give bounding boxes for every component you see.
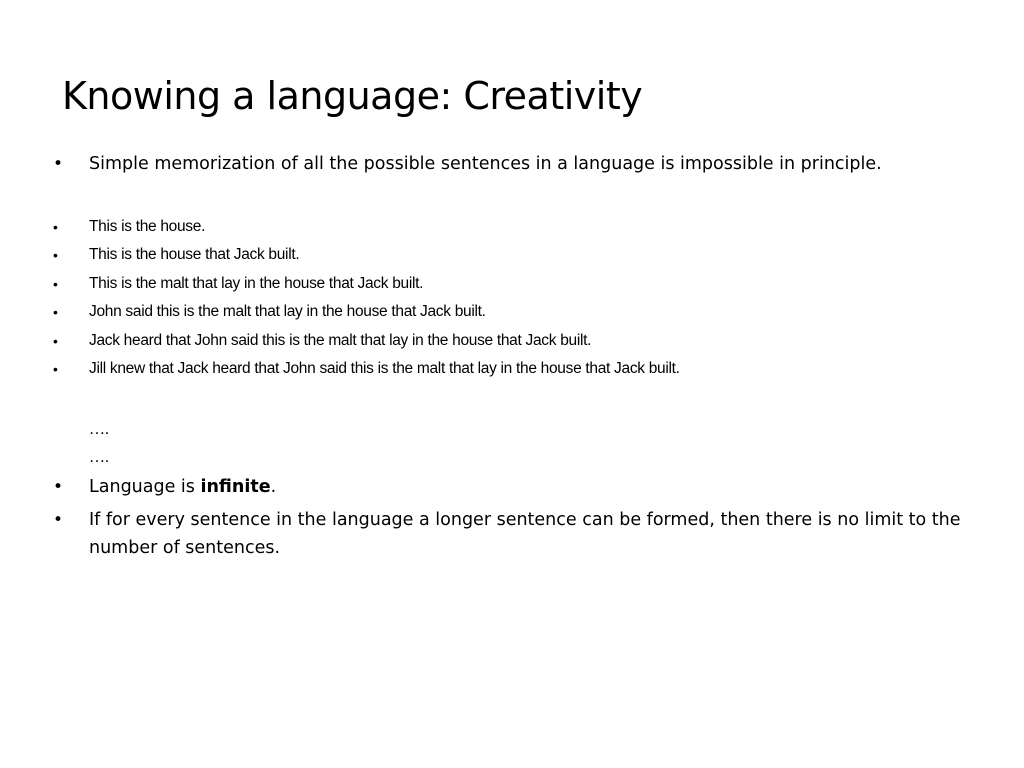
example-text: Jill knew that Jack heard that John said this is the malt that lay in the house that Jack built.	[89, 360, 680, 377]
ellipsis-text: ….	[89, 421, 109, 438]
bullet-marker: •	[53, 361, 58, 377]
bullet-marker: •	[53, 510, 64, 530]
bullet-marker: •	[53, 477, 64, 497]
bullet-marker: •	[53, 304, 58, 320]
example-text: This is the house.	[89, 218, 206, 235]
bullet-marker: •	[53, 247, 58, 263]
bullet-marker: •	[53, 276, 58, 292]
bullet-marker: •	[53, 219, 58, 235]
slide-title: Knowing a language: Creativity	[62, 74, 643, 118]
bullet-marker: •	[53, 154, 64, 174]
example-text: John said this is the malt that lay in the house that Jack built.	[89, 303, 486, 320]
example-text: This is the house that Jack built.	[89, 246, 300, 263]
bullet-marker: •	[53, 333, 58, 349]
ellipsis-text: ….	[89, 449, 109, 466]
example-text: This is the malt that lay in the house that Jack built.	[89, 275, 424, 292]
bullet-text: Simple memorization of all the possible sentences in a language is impossible in principle.	[89, 154, 882, 174]
example-text: Jack heard that John said this is the malt that lay in the house that Jack built.	[89, 332, 592, 349]
conclusion-prefix: Language is	[89, 477, 201, 497]
conclusion-suffix: .	[270, 477, 277, 497]
bullet-text	[89, 473, 276, 501]
bullet-text: If for every sentence in the language a longer sentence can be formed, then there is no limit to the number of sentences.	[89, 510, 961, 558]
conclusion-emphasis: infinite	[200, 477, 271, 497]
